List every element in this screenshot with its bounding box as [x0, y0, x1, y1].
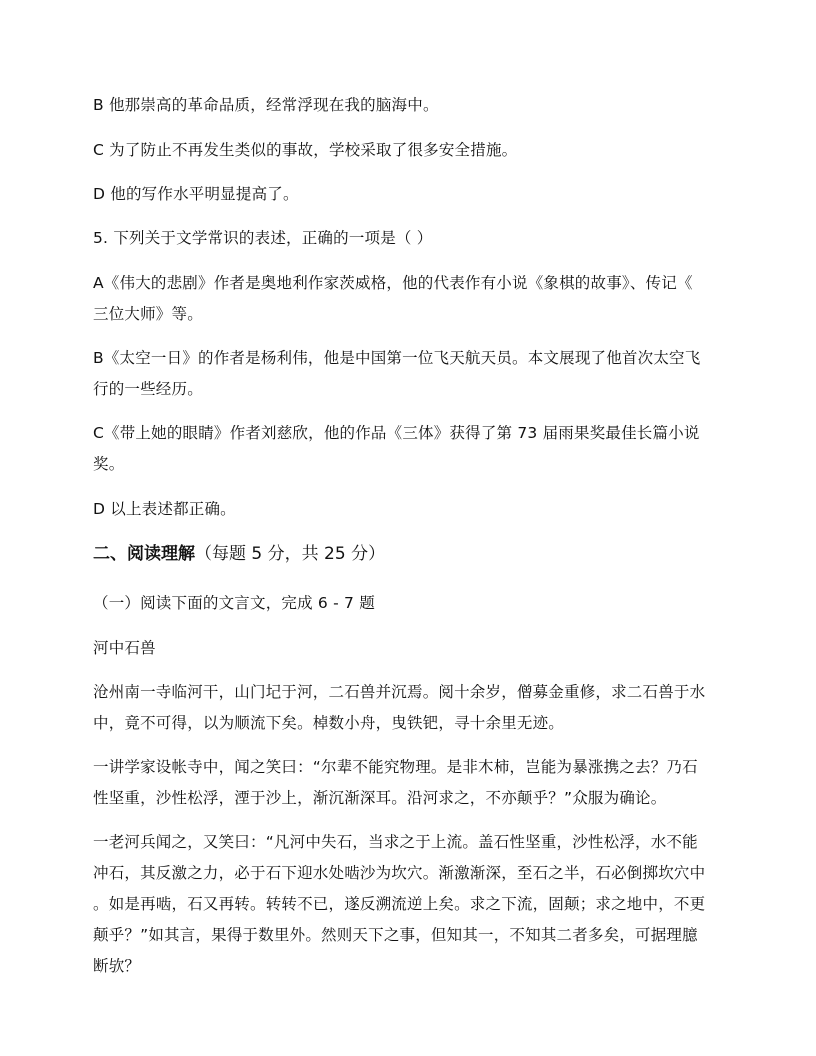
q4-option-b: B 他那崇高的革命品质，经常浮现在我的脑海中。 [93, 96, 439, 114]
passage-para2-line2: 性坚重，沙性松浮，湮于沙上，渐沉渐深耳。沿河求之，不亦颠乎？”众服为确论。 [93, 789, 667, 807]
q5-option-a-line1: A《伟大的悲剧》作者是奥地利作家茨威格，他的代表作有小说《象棋的故事》、传记《 [93, 274, 693, 292]
passage-para3-line1: 一老河兵闻之，又笑曰：“凡河中失石，当求之于上流。盖石性坚重，沙性松浮，水不能 [93, 833, 698, 851]
passage-para3-line5: 断欤？ [93, 957, 141, 975]
passage-para1-line2: 中，竟不可得，以为顺流下矣。棹数小舟，曳铁钯，寻十余里无迹。 [93, 714, 565, 732]
passage-title: 河中石兽 [93, 639, 156, 657]
passage-para3-line4: 颠乎？”如其言，果得于数里外。然则天下之事，但知其一，不知其二者多矣，可据理臆 [93, 926, 698, 944]
q5-option-c-line2: 奖。 [93, 455, 125, 473]
passage-para3-line2: 冲石，其反激之力，必于石下迎水处啮沙为坎穴。渐激渐深，至石之半，石必倒掷坎穴中 [93, 864, 706, 882]
section-title: 二、阅读理解 [93, 544, 195, 564]
q4-option-c: C 为了防止不再发生类似的事故，学校采取了很多安全措施。 [93, 141, 518, 159]
q5-option-b-line1: B《太空一日》的作者是杨利伟，他是中国第一位飞天航天员。本文展现了他首次太空飞 [93, 349, 701, 367]
passage-para1-line1: 沧州南一寺临河干，山门圮于河，二石兽并沉焉。阅十余岁，僧募金重修，求二石兽于水 [93, 683, 706, 701]
q5-option-d: D 以上表述都正确。 [93, 500, 236, 518]
section-note: （每题 5 分，共 25 分） [195, 544, 386, 564]
passage-intro: （一）阅读下面的文言文，完成 6 - 7 题 [93, 594, 375, 612]
passage-para2-line1: 一讲学家设帐寺中，闻之笑曰：“尔辈不能究物理。是非木柿，岂能为暴涨携之去？乃石 [93, 758, 698, 776]
q4-option-d: D 他的写作水平明显提高了。 [93, 185, 299, 203]
q5-stem: 5. 下列关于文学常识的表述，正确的一项是（ ） [93, 229, 433, 247]
q5-option-b-line2: 行的一些经历。 [93, 380, 203, 398]
passage-para3-line3: 。如是再啮，石又再转。转转不已，遂反溯流逆上矣。求之下流，固颠；求之地中，不更 [93, 895, 706, 913]
q5-option-c-line1: C《带上她的眼睛》作者刘慈欣，他的作品《三体》获得了第 73 届雨果奖最佳长篇小说 [93, 424, 700, 442]
section-heading [93, 538, 723, 570]
q5-option-a-line2: 三位大师》等。 [93, 305, 203, 323]
